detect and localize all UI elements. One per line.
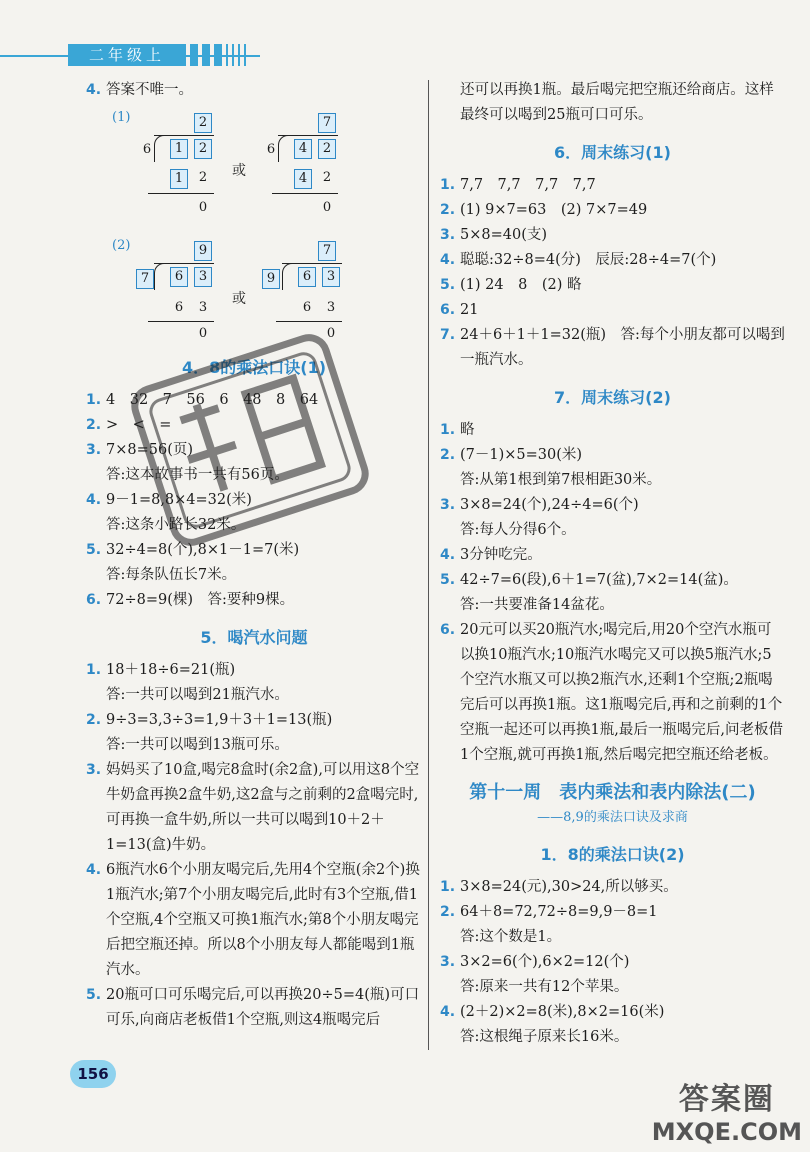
section-5-list bbox=[86, 658, 422, 1033]
section-title-4: 4．8的乘法口诀(1) bbox=[181, 358, 327, 377]
watermark-title: 答案圈 bbox=[678, 1082, 775, 1117]
section-title-5: 5．喝汽水问题 bbox=[200, 628, 308, 647]
list-item bbox=[440, 248, 785, 273]
list-item bbox=[86, 538, 422, 563]
product-box: 1 bbox=[170, 169, 188, 189]
list-item bbox=[440, 198, 785, 223]
list-item bbox=[86, 388, 422, 413]
right-column bbox=[440, 78, 785, 1050]
item-number: 4. bbox=[440, 547, 456, 563]
item-number: 7. bbox=[440, 327, 456, 343]
list-item bbox=[440, 493, 785, 518]
division-bracket bbox=[154, 263, 165, 290]
item-text: 20元可以买20瓶汽水;喝完后,用20个空汽水瓶可以换10瓶汽水;10瓶汽水喝完又可以换5瓶汽水;5个空汽水瓶又可以换2瓶汽水,还剩1个空瓶;2瓶喝完后可以再换1瓶。这1瓶喝完后,再和之前剩的1个空瓶一起还可以再换1瓶,最后一瓶喝完后,问老板借1个空瓶,就可再换1瓶,然后喝完把空瓶还给老板。 bbox=[460, 622, 783, 763]
item-text: 3×2=6(个),6×2=12(个) bbox=[460, 954, 630, 970]
page-header bbox=[0, 0, 810, 72]
item-number: 2. bbox=[86, 417, 102, 433]
answer-line: 答:这个数是1。 bbox=[460, 929, 562, 945]
dividend-box: 3 bbox=[322, 267, 340, 287]
item-number: 3. bbox=[86, 442, 102, 458]
continued-text: 还可以再换1瓶。最后喝完把空瓶还给商店。这样最终可以喝到25瓶可口可乐。 bbox=[460, 82, 774, 123]
list-item bbox=[440, 875, 785, 900]
item-text: 18＋18÷6=21(瓶) bbox=[106, 662, 236, 678]
item-text: 42÷7=6(段),6＋1=7(盆),7×2=14(盆)。 bbox=[460, 572, 738, 588]
division-bracket bbox=[154, 135, 165, 162]
dividend-box: 2 bbox=[194, 139, 212, 159]
dividend-box: 2 bbox=[318, 139, 336, 159]
answer-line: 答:每条队伍长7米。 bbox=[106, 567, 237, 583]
list-item bbox=[440, 418, 785, 443]
list-item bbox=[86, 413, 422, 438]
section-4-list bbox=[86, 388, 422, 613]
division-bracket bbox=[282, 263, 293, 290]
watermark-url: MXQE.COM bbox=[651, 1118, 802, 1146]
remainder: 0 bbox=[322, 200, 332, 215]
item-text: 3×8=24(元),30>24,所以够买。 bbox=[460, 879, 678, 895]
list-item bbox=[440, 900, 785, 925]
quotient-box: 7 bbox=[318, 113, 336, 133]
item-number: 1. bbox=[86, 392, 102, 408]
answer-line: 答:从第1根到第7根相距30米。 bbox=[460, 472, 662, 488]
item-number: 6. bbox=[440, 622, 456, 638]
subtraction-rule bbox=[148, 321, 214, 322]
item-number: 3. bbox=[440, 497, 456, 513]
section-6-list bbox=[440, 173, 785, 373]
item-text: 3×8=24(个),24÷4=6(个) bbox=[460, 497, 639, 513]
item-number: 4. bbox=[86, 862, 102, 878]
grade-tab: 二年级上 bbox=[68, 44, 186, 66]
column-divider bbox=[428, 80, 429, 1050]
header-bars bbox=[190, 44, 246, 66]
product-box: 4 bbox=[294, 169, 312, 189]
section-1-list bbox=[440, 875, 785, 1050]
item-number: 2. bbox=[440, 447, 456, 463]
item-number: 1. bbox=[86, 662, 102, 678]
left-q4-intro bbox=[86, 78, 422, 103]
product-digit: 2 bbox=[198, 170, 208, 185]
answer-line: 答:这本故事书一共有56页。 bbox=[106, 467, 289, 483]
dividend-box: 6 bbox=[298, 267, 316, 287]
list-item bbox=[440, 298, 785, 323]
subtraction-rule bbox=[272, 193, 338, 194]
divisor: 6 bbox=[266, 142, 276, 157]
dividend-box: 4 bbox=[294, 139, 312, 159]
list-item bbox=[440, 173, 785, 198]
item-text: 21 bbox=[460, 302, 479, 318]
item-text: 3分钟吃完。 bbox=[460, 547, 542, 563]
item-text: (1) 24 8 (2) 略 bbox=[460, 277, 582, 293]
product-digit: 6 bbox=[302, 300, 312, 315]
item-text: 4 32 7 56 6 48 8 64 bbox=[106, 392, 319, 408]
item-number: 1. bbox=[440, 422, 456, 438]
subtraction-rule bbox=[148, 193, 214, 194]
answer-line: 答:一共要准备14盆花。 bbox=[460, 597, 614, 613]
item-number: 4. bbox=[86, 492, 102, 508]
item-number: 3. bbox=[86, 762, 102, 778]
list-item bbox=[86, 488, 422, 513]
item-text: 略 bbox=[460, 422, 475, 438]
list-item bbox=[440, 543, 785, 568]
answer-line: 答:这条小路长32米。 bbox=[106, 517, 246, 533]
answer-line: 答:一共可以喝到21瓶汽水。 bbox=[106, 687, 289, 703]
item-text: 5×8=40(支) bbox=[460, 227, 548, 243]
list-item bbox=[440, 618, 785, 768]
item-number: 4. bbox=[440, 252, 456, 268]
site-watermark bbox=[652, 1074, 802, 1146]
product-digit: 6 bbox=[174, 300, 184, 315]
item-number: 1. bbox=[440, 177, 456, 193]
list-item bbox=[86, 758, 422, 858]
list-item bbox=[86, 708, 422, 733]
quotient-box: 7 bbox=[318, 241, 336, 261]
item-number: 6. bbox=[440, 302, 456, 318]
item-text: 妈妈买了10盒,喝完8盒时(余2盒),可以用这8个空牛奶盒再换2盒牛奶,这2盒与之前剩的2盒喝完时,可再换一盒牛奶,所以一共可以喝到10＋2＋1=13(盒)牛奶。 bbox=[106, 762, 420, 853]
quotient-box: 2 bbox=[194, 113, 212, 133]
item-number: 2. bbox=[440, 904, 456, 920]
item-number: 3. bbox=[440, 954, 456, 970]
item-number: 1. bbox=[440, 879, 456, 895]
item-text: 32÷4=8(个),8×1－1=7(米) bbox=[106, 542, 300, 558]
item-text: (1) 9×7=63 (2) 7×7=49 bbox=[460, 202, 648, 218]
or-text: 或 bbox=[232, 291, 246, 307]
list-item bbox=[440, 950, 785, 975]
remainder: 0 bbox=[198, 200, 208, 215]
item-text: 20瓶可口可乐喝完后,可以再换20÷5=4(瓶)可口可乐,向商店老板借1个空瓶,则这4瓶喝完后 bbox=[106, 987, 420, 1028]
division-bracket bbox=[278, 135, 289, 162]
remainder: 0 bbox=[326, 326, 336, 341]
quotient-box: 9 bbox=[194, 241, 212, 261]
subtraction-rule bbox=[276, 321, 342, 322]
page-number: 156 bbox=[70, 1060, 116, 1088]
answer-line: 答:原来一共有12个苹果。 bbox=[460, 979, 629, 995]
item-number: 5. bbox=[440, 277, 456, 293]
product-digit: 3 bbox=[326, 300, 336, 315]
item-number: 6. bbox=[86, 592, 102, 608]
item-text: 7×8=56(页) bbox=[106, 442, 194, 458]
or-text: 或 bbox=[232, 163, 246, 179]
divisor: 6 bbox=[142, 142, 152, 157]
answer-line: 答:每人分得6个。 bbox=[460, 522, 576, 538]
list-item bbox=[440, 223, 785, 248]
list-item bbox=[86, 983, 422, 1033]
left-column bbox=[86, 78, 422, 1033]
item-text: 6瓶汽水6个小朋友喝完后,先用4个空瓶(余2个)换1瓶汽水;第7个小朋友喝完后,此时有3个空瓶,借1个空瓶,4个空瓶又可换1瓶汽水;第8个小朋友喝完后把空瓶还掉。所以8个小朋友每人都能喝到1瓶汽水。 bbox=[106, 862, 420, 978]
item-number: 2. bbox=[440, 202, 456, 218]
item-number: 5. bbox=[440, 572, 456, 588]
part-label: (2) bbox=[112, 238, 131, 253]
item-text: (7－1)×5=30(米) bbox=[460, 447, 583, 463]
list-item bbox=[440, 568, 785, 593]
section-title-1: 1．8的乘法口诀(2) bbox=[540, 845, 685, 864]
section-7-list bbox=[440, 418, 785, 768]
item-number: 5. bbox=[86, 987, 102, 1003]
dividend-box: 3 bbox=[194, 267, 212, 287]
list-item bbox=[440, 273, 785, 298]
list-item bbox=[440, 323, 785, 373]
item-text: (2＋2)×2=8(米),8×2=16(米) bbox=[460, 1004, 665, 1020]
item-number: 4. bbox=[440, 1004, 456, 1020]
week-title: 第十一周 表内乘法和表内除法(二) bbox=[469, 782, 756, 803]
item-text: > < = bbox=[106, 417, 172, 433]
list-item bbox=[86, 858, 422, 983]
dividend-box: 6 bbox=[170, 267, 188, 287]
answer-line: 答:这根绳子原来长16米。 bbox=[460, 1029, 629, 1045]
item-text: 9÷3=3,3÷3=1,9＋3＋1=13(瓶) bbox=[106, 712, 333, 728]
divisor-box: 9 bbox=[262, 269, 280, 289]
divisor-box: 7 bbox=[136, 269, 154, 289]
product-digit: 2 bbox=[322, 170, 332, 185]
section-title-6: 6．周末练习(1) bbox=[554, 143, 671, 162]
long-division-figures bbox=[86, 103, 422, 343]
part-label: (1) bbox=[112, 110, 131, 125]
section-title-7: 7．周末练习(2) bbox=[554, 388, 671, 407]
answer-line: 答:一共可以喝到13瓶可乐。 bbox=[106, 737, 289, 753]
remainder: 0 bbox=[198, 326, 208, 341]
list-item bbox=[440, 1000, 785, 1025]
item-text: 答案不唯一。 bbox=[106, 82, 193, 98]
item-text: 7,7 7,7 7,7 7,7 bbox=[460, 177, 596, 193]
item-text: 聪聪:32÷8=4(分) 辰辰:28÷4=7(个) bbox=[460, 252, 717, 268]
item-number: 5. bbox=[86, 542, 102, 558]
week-subtitle: ——8,9的乘法口诀及求商 bbox=[537, 810, 688, 825]
item-number: 3. bbox=[440, 227, 456, 243]
list-item bbox=[86, 438, 422, 463]
list-item bbox=[440, 443, 785, 468]
item-text: 24＋6＋1＋1=32(瓶) 答:每个小朋友都可以喝到一瓶汽水。 bbox=[460, 327, 785, 368]
list-item bbox=[86, 658, 422, 683]
item-number: 2. bbox=[86, 712, 102, 728]
item-text: 72÷8=9(棵) 答:要种9棵。 bbox=[106, 592, 295, 608]
product-digit: 3 bbox=[198, 300, 208, 315]
item-text: 64＋8=72,72÷8=9,9－8=1 bbox=[460, 904, 658, 920]
item-number: 4. bbox=[86, 82, 102, 98]
dividend-box: 1 bbox=[170, 139, 188, 159]
list-item bbox=[86, 588, 422, 613]
item-text: 9－1=8,8×4=32(米) bbox=[106, 492, 252, 508]
